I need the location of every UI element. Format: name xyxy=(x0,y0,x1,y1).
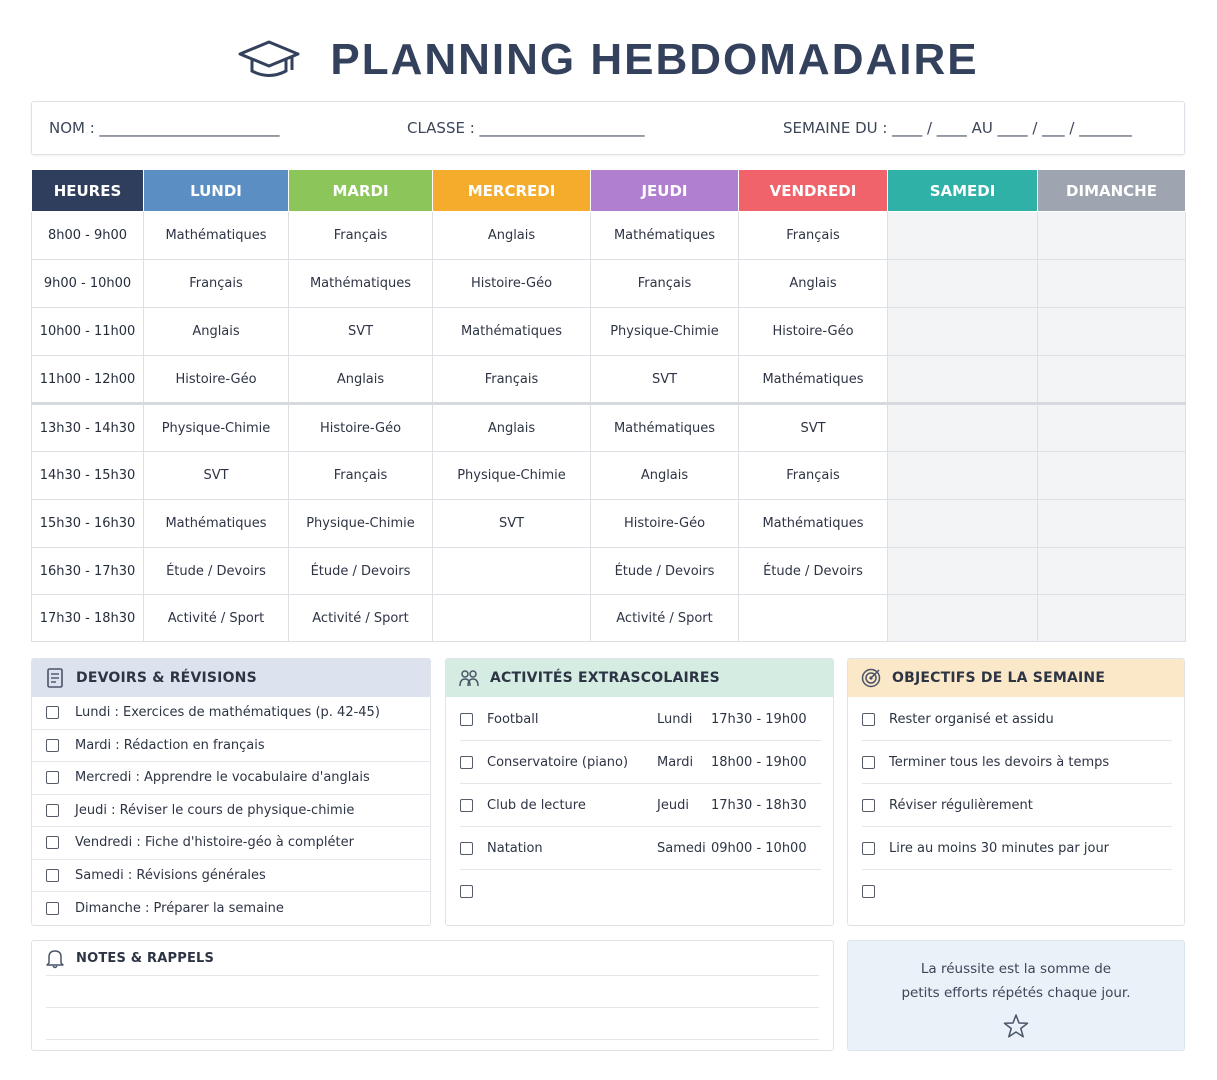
activities-title: ACTIVITÉS EXTRASCOLAIRES xyxy=(490,670,720,686)
classe-field[interactable]: CLASSE : ______________________ xyxy=(407,119,645,137)
schedule-cell[interactable] xyxy=(433,595,591,642)
weekly-schedule xyxy=(31,169,1186,642)
schedule-cell[interactable]: Mathématiques xyxy=(739,500,888,548)
homework-item xyxy=(32,697,430,730)
schedule-cell[interactable]: Activité / Sport xyxy=(591,595,739,642)
activity-time: 18h00 - 19h00 xyxy=(711,755,807,770)
goal-checkbox[interactable] xyxy=(862,885,875,898)
schedule-cell[interactable] xyxy=(1038,595,1186,642)
activity-day: Mardi xyxy=(657,755,694,770)
activity-name: Football xyxy=(487,712,539,727)
schedule-cell[interactable]: SVT xyxy=(144,452,289,500)
goal-checkbox[interactable] xyxy=(862,799,875,812)
schedule-cell[interactable] xyxy=(739,595,888,642)
schedule-cell[interactable] xyxy=(888,548,1038,595)
goal-checkbox[interactable] xyxy=(862,756,875,769)
activity-checkbox[interactable] xyxy=(460,885,473,898)
schedule-cell[interactable] xyxy=(433,548,591,595)
header-samedi: SAMEDI xyxy=(888,170,1038,212)
homework-checkbox[interactable] xyxy=(46,771,59,784)
schedule-cell[interactable]: Français xyxy=(739,452,888,500)
goal-text: Terminer tous les devoirs à temps xyxy=(889,755,1110,770)
homework-text: Mercredi : Apprendre le vocabulaire d'anglais xyxy=(75,770,370,786)
header-heures: HEURES xyxy=(32,170,144,212)
activities-panel xyxy=(445,658,834,926)
homework-item xyxy=(32,892,430,925)
activity-checkbox[interactable] xyxy=(460,756,473,769)
schedule-cell[interactable]: Physique-Chimie xyxy=(144,404,289,452)
schedule-header-row xyxy=(32,170,1186,212)
homework-text: Vendredi : Fiche d'histoire-géo à compléter xyxy=(75,835,354,851)
schedule-cell[interactable]: Mathématiques xyxy=(591,404,739,452)
homework-panel xyxy=(31,658,431,926)
schedule-cell[interactable] xyxy=(888,404,1038,452)
star-icon xyxy=(1003,1013,1029,1039)
quote-line-1: La réussite est la somme de xyxy=(920,961,1112,977)
notes-header xyxy=(32,941,833,975)
notes-lines[interactable] xyxy=(32,975,833,1040)
schedule-cell[interactable] xyxy=(888,356,1038,404)
homework-item xyxy=(32,762,430,795)
time-slot: 16h30 - 17h30 xyxy=(32,548,144,595)
time-slot: 13h30 - 14h30 xyxy=(32,404,144,452)
activity-day: Jeudi xyxy=(657,798,689,813)
motivation-quote xyxy=(847,940,1185,1051)
schedule-cell[interactable] xyxy=(1038,356,1186,404)
notes-panel xyxy=(31,940,834,1051)
schedule-cell[interactable] xyxy=(888,452,1038,500)
schedule-cell[interactable]: Physique-Chimie xyxy=(591,308,739,356)
schedule-cell[interactable]: SVT xyxy=(433,500,591,548)
goal-item xyxy=(862,827,1172,870)
header-vendredi: VENDREDI xyxy=(739,170,888,212)
homework-item xyxy=(32,860,430,893)
schedule-cell[interactable]: Étude / Devoirs xyxy=(289,548,433,595)
schedule-cell[interactable] xyxy=(888,595,1038,642)
homework-text: Dimanche : Préparer la semaine xyxy=(75,900,284,916)
homework-checkbox[interactable] xyxy=(46,804,59,817)
schedule-cell[interactable]: SVT xyxy=(591,356,739,404)
schedule-cell[interactable]: Anglais xyxy=(739,260,888,308)
schedule-cell[interactable]: Français xyxy=(433,356,591,404)
schedule-cell[interactable] xyxy=(888,308,1038,356)
schedule-cell[interactable]: Mathématiques xyxy=(591,212,739,260)
goal-item xyxy=(862,784,1172,827)
schedule-body xyxy=(32,212,1186,642)
schedule-cell[interactable]: Histoire-Géo xyxy=(433,260,591,308)
schedule-row xyxy=(32,404,1186,452)
schedule-cell[interactable] xyxy=(888,212,1038,260)
activity-day: Samedi xyxy=(657,841,706,856)
schedule-cell[interactable]: Étude / Devoirs xyxy=(591,548,739,595)
schedule-cell[interactable] xyxy=(888,500,1038,548)
schedule-cell[interactable]: Français xyxy=(289,212,433,260)
goal-checkbox[interactable] xyxy=(862,713,875,726)
homework-text: Jeudi : Réviser le cours de physique-chimie xyxy=(75,802,355,818)
schedule-cell[interactable]: Anglais xyxy=(289,356,433,404)
schedule-row xyxy=(32,260,1186,308)
homework-checkbox[interactable] xyxy=(46,836,59,849)
goal-text: Réviser régulièrement xyxy=(889,798,1033,813)
schedule-cell[interactable] xyxy=(1038,308,1186,356)
schedule-cell[interactable]: Physique-Chimie xyxy=(433,452,591,500)
schedule-cell[interactable]: Étude / Devoirs xyxy=(739,548,888,595)
time-slot: 14h30 - 15h30 xyxy=(32,452,144,500)
activity-checkbox[interactable] xyxy=(460,713,473,726)
activity-time: 17h30 - 19h00 xyxy=(711,712,807,727)
goals-list xyxy=(848,697,1184,913)
header-mardi: MARDI xyxy=(289,170,433,212)
homework-item xyxy=(32,730,430,763)
quote-line-2: petits efforts répétés chaque jour. xyxy=(901,985,1131,1001)
notebook-icon xyxy=(44,667,66,689)
homework-list xyxy=(32,697,430,925)
homework-item xyxy=(32,795,430,828)
header-jeudi: JEUDI xyxy=(591,170,739,212)
time-slot: 9h00 - 10h00 xyxy=(32,260,144,308)
activity-item xyxy=(460,698,821,741)
semaine-field[interactable]: SEMAINE DU : ____ / ____ AU ____ / ___ / _______ xyxy=(783,119,1132,137)
time-slot: 10h00 - 11h00 xyxy=(32,308,144,356)
activity-name: Natation xyxy=(487,841,543,856)
schedule-cell[interactable] xyxy=(1038,548,1186,595)
graduation-cap-icon xyxy=(238,38,300,82)
bell-icon xyxy=(44,947,66,969)
activity-name: Club de lecture xyxy=(487,798,586,813)
goal-text: Rester organisé et assidu xyxy=(889,712,1054,727)
schedule-cell[interactable]: Activité / Sport xyxy=(289,595,433,642)
schedule-row xyxy=(32,595,1186,642)
schedule-cell[interactable]: Anglais xyxy=(433,404,591,452)
goals-panel xyxy=(847,658,1185,926)
activity-time: 17h30 - 18h30 xyxy=(711,798,807,813)
header-lundi: LUNDI xyxy=(144,170,289,212)
homework-checkbox[interactable] xyxy=(46,869,59,882)
goal-text: Lire au moins 30 minutes par jour xyxy=(889,841,1110,856)
activity-checkbox[interactable] xyxy=(460,842,473,855)
activities-list xyxy=(446,697,833,913)
homework-item xyxy=(32,827,430,860)
schedule-cell[interactable]: SVT xyxy=(739,404,888,452)
schedule-row xyxy=(32,452,1186,500)
time-slot: 15h30 - 16h30 xyxy=(32,500,144,548)
time-slot: 17h30 - 18h30 xyxy=(32,595,144,642)
goal-checkbox[interactable] xyxy=(862,842,875,855)
header xyxy=(0,30,1217,90)
nom-field[interactable]: NOM : ________________________ xyxy=(49,119,280,137)
schedule-cell[interactable]: Anglais xyxy=(591,452,739,500)
schedule-cell[interactable]: SVT xyxy=(289,308,433,356)
header-mercredi: MERCREDI xyxy=(433,170,591,212)
schedule-cell[interactable]: Anglais xyxy=(433,212,591,260)
schedule-cell[interactable] xyxy=(1038,260,1186,308)
activity-time: 09h00 - 10h00 xyxy=(711,841,807,856)
homework-text: Samedi : Révisions générales xyxy=(75,867,266,883)
homework-text: Lundi : Exercices de mathématiques (p. 42-45) xyxy=(75,705,380,721)
target-icon xyxy=(860,667,882,689)
goal-item xyxy=(862,741,1172,784)
schedule-cell[interactable]: Histoire-Géo xyxy=(289,404,433,452)
homework-checkbox[interactable] xyxy=(46,739,59,752)
schedule-cell[interactable]: Histoire-Géo xyxy=(739,308,888,356)
schedule-cell[interactable]: Physique-Chimie xyxy=(289,500,433,548)
activities-header xyxy=(446,659,833,697)
schedule-cell[interactable]: Anglais xyxy=(144,308,289,356)
activity-checkbox[interactable] xyxy=(460,799,473,812)
activity-item xyxy=(460,784,821,827)
goals-title: OBJECTIFS DE LA SEMAINE xyxy=(892,670,1106,686)
homework-checkbox[interactable] xyxy=(46,706,59,719)
homework-title: DEVOIRS & RÉVISIONS xyxy=(76,670,257,686)
activity-item xyxy=(460,827,821,870)
people-icon xyxy=(458,667,480,689)
schedule-cell[interactable]: Histoire-Géo xyxy=(144,356,289,404)
schedule-cell[interactable]: Mathématiques xyxy=(144,500,289,548)
schedule-cell[interactable] xyxy=(1038,452,1186,500)
time-slot: 8h00 - 9h00 xyxy=(32,212,144,260)
page-title: PLANNING HEBDOMADAIRE xyxy=(330,35,979,84)
schedule-cell[interactable] xyxy=(1038,500,1186,548)
homework-checkbox[interactable] xyxy=(46,902,59,915)
schedule-row xyxy=(32,548,1186,595)
goal-item xyxy=(862,698,1172,741)
schedule-cell[interactable]: Étude / Devoirs xyxy=(144,548,289,595)
schedule-cell[interactable]: Activité / Sport xyxy=(144,595,289,642)
schedule-cell[interactable]: Mathématiques xyxy=(433,308,591,356)
schedule-row xyxy=(32,500,1186,548)
header-dimanche: DIMANCHE xyxy=(1038,170,1186,212)
schedule-row xyxy=(32,356,1186,404)
activity-item xyxy=(460,741,821,784)
schedule-cell[interactable] xyxy=(1038,212,1186,260)
schedule-cell[interactable]: Histoire-Géo xyxy=(591,500,739,548)
time-slot: 11h00 - 12h00 xyxy=(32,356,144,404)
schedule-cell[interactable]: Mathématiques xyxy=(289,260,433,308)
schedule-cell[interactable] xyxy=(888,260,1038,308)
goals-header xyxy=(848,659,1184,697)
notes-title: NOTES & RAPPELS xyxy=(76,950,215,966)
activity-item xyxy=(460,870,821,913)
student-info-box xyxy=(31,101,1185,155)
schedule-cell[interactable]: Mathématiques xyxy=(144,212,289,260)
schedule-cell[interactable]: Français xyxy=(591,260,739,308)
homework-text: Mardi : Rédaction en français xyxy=(75,737,265,753)
schedule-cell[interactable]: Mathématiques xyxy=(739,356,888,404)
schedule-cell[interactable]: Français xyxy=(739,212,888,260)
schedule-row xyxy=(32,308,1186,356)
activity-day: Lundi xyxy=(657,712,693,727)
schedule-cell[interactable] xyxy=(1038,404,1186,452)
schedule-row xyxy=(32,212,1186,260)
schedule-cell[interactable]: Français xyxy=(144,260,289,308)
schedule-cell[interactable]: Français xyxy=(289,452,433,500)
homework-header xyxy=(32,659,430,697)
goal-item xyxy=(862,870,1172,913)
activity-name: Conservatoire (piano) xyxy=(487,755,629,770)
